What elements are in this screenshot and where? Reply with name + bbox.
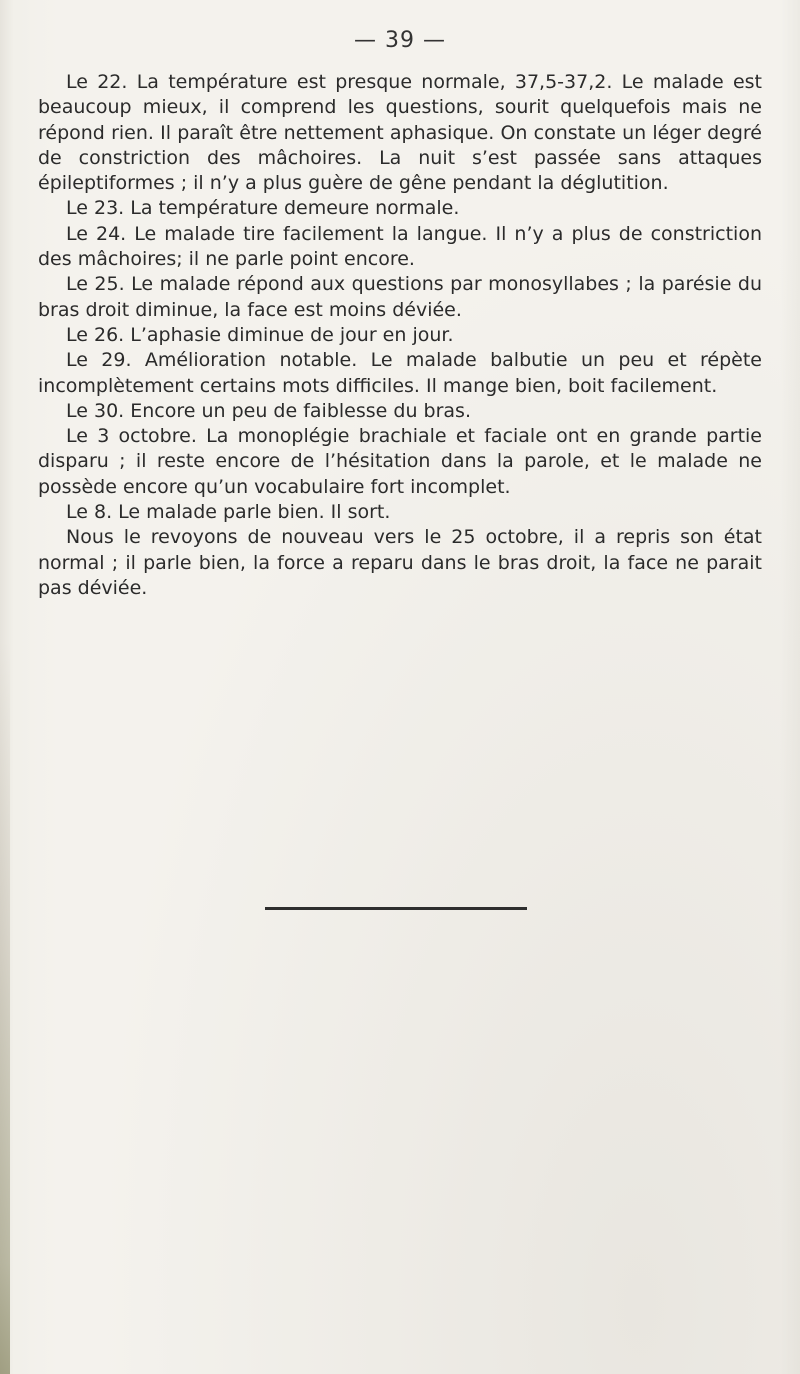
body-text <box>38 70 762 601</box>
paragraph: Le 3 octobre. La monoplégie brachiale et faciale ont en grande partie disparu ; il reste encore de l’hésitation dans la parole, et le malade ne possède encore qu’un vocabulaire fort incomplet. <box>38 425 762 498</box>
paragraph: Le 26. L’aphasie diminue de jour en jour. <box>66 323 454 346</box>
section-divider-rule <box>265 907 527 910</box>
page-edge-stain <box>0 640 10 1374</box>
paragraph: Le 29. Amélioration notable. Le malade balbutie un peu et répète incomplètement certains mots difficiles. Il mange bien, boit facilement. <box>38 349 762 397</box>
page-number: — 39 — <box>354 28 446 53</box>
paragraph: Le 22. La température est presque normale, 37,5-37,2. Le malade est beaucoup mieux, il comprend les questions, sourit quelquefois mais ne répond rien. Il paraît être nettement aphasique. On constate un léger degré de constriction des mâchoires. La nuit s’est passée sans attaques épileptiformes ; il n’y a plus guère de gêne pendant la déglutition. <box>38 71 762 195</box>
paragraph: Le 8. Le malade parle bien. Il sort. <box>66 501 391 524</box>
paragraph: Le 23. La température demeure normale. <box>66 197 460 220</box>
paragraph: Le 30. Encore un peu de faiblesse du bras. <box>66 399 471 422</box>
paragraph: Le 25. Le malade répond aux questions par monosyllabes ; la parésie du bras droit diminue, la face est moins déviée. <box>38 273 762 321</box>
paragraph: Le 24. Le malade tire facilement la langue. Il n’y a plus de constriction des mâchoires; il ne parle point encore. <box>38 222 762 271</box>
paragraph: Nous le revoyons de nouveau vers le 25 octobre, il a repris son état normal ; il parle bien, la force a reparu dans le bras droit, la face ne parait pas déviée. <box>38 526 762 599</box>
